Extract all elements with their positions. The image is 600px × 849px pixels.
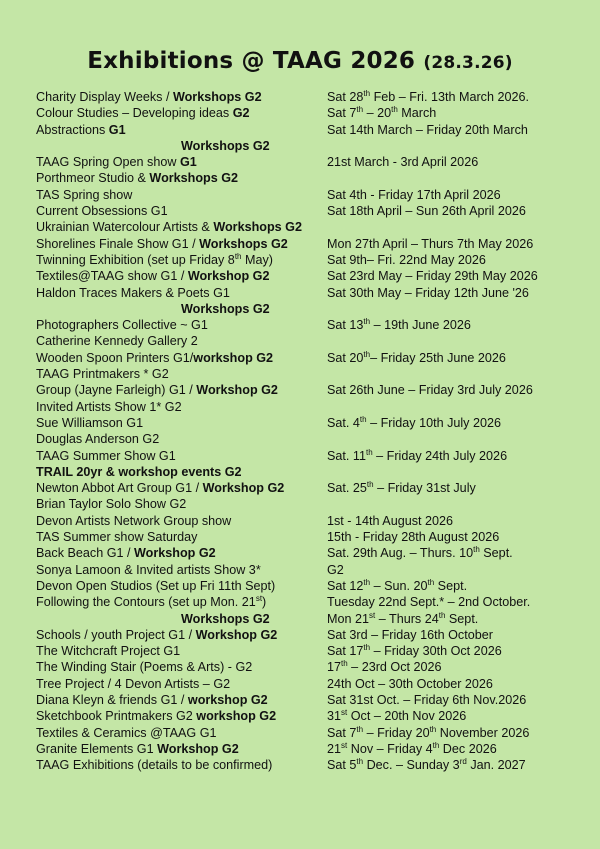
- right-text: th: [363, 316, 371, 326]
- right-text: Sat 26th June – Friday 3rd July 2026: [327, 383, 533, 398]
- right-text: Sept.: [434, 578, 468, 593]
- list-item: [36, 529, 596, 545]
- right-text: – 23rd Oct 2026: [347, 660, 442, 675]
- right-text: rd: [459, 756, 467, 766]
- list-item: [36, 317, 596, 333]
- exhibition-name: [36, 415, 143, 431]
- left-text: Wooden Spoon Printers G1/: [36, 350, 194, 365]
- exhibition-name: [36, 431, 159, 447]
- list-item: [36, 725, 596, 741]
- right-text: Sat 4th - Friday 17th April 2026: [327, 187, 501, 202]
- left-text: TAAG Spring Open show: [36, 155, 180, 170]
- right-text: Sat 14th March – Friday 20th March: [327, 122, 528, 137]
- exhibition-name: [36, 513, 231, 529]
- exhibition-name: [36, 741, 239, 757]
- left-text: Workshop G2: [196, 383, 278, 398]
- right-text: Sat 31st Oct. – Friday 6th Nov.2026: [327, 692, 527, 707]
- exhibition-dates: [327, 659, 442, 675]
- left-text: Workshops G2: [199, 236, 288, 251]
- exhibition-name: [36, 480, 284, 496]
- right-text: Sat 17: [327, 644, 364, 659]
- left-text: G2: [232, 106, 250, 121]
- right-text: 1st - 14th August 2026: [327, 513, 454, 528]
- list-item: [36, 643, 596, 659]
- right-text: Jan. 2027: [466, 758, 526, 773]
- right-text: th: [356, 105, 364, 115]
- exhibition-dates: [327, 513, 453, 529]
- list-item: [36, 350, 596, 366]
- right-text: th: [365, 447, 373, 457]
- left-text: Textiles@TAAG show G1 /: [36, 269, 188, 284]
- right-text: 21: [327, 741, 342, 756]
- exhibition-name: [36, 627, 277, 643]
- left-text: Devon Artists Network Group show: [36, 513, 232, 528]
- left-text: ): [262, 595, 267, 610]
- exhibition-dates: [327, 285, 529, 301]
- exhibition-dates: [327, 382, 533, 398]
- exhibition-dates: [327, 105, 436, 121]
- right-text: Oct – 20th Nov 2026: [347, 709, 467, 724]
- right-text: Sat. 25: [327, 481, 367, 496]
- exhibition-dates: [327, 529, 499, 545]
- exhibition-name: [36, 399, 182, 415]
- right-text: – Friday 20: [363, 725, 430, 740]
- title-main: Exhibitions @ TAAG 2026: [87, 48, 416, 74]
- list-item: [36, 203, 596, 219]
- exhibition-dates: [327, 448, 507, 464]
- exhibition-name: [36, 170, 238, 186]
- exhibition-name: [36, 252, 273, 268]
- exhibition-dates: [327, 725, 529, 741]
- exhibition-name: [36, 464, 242, 480]
- exhibition-name: [36, 562, 261, 578]
- exhibition-name: [36, 89, 262, 105]
- right-text: th: [363, 349, 371, 359]
- left-text: Devon Open Studios (Set up Fri 11th Sept): [36, 578, 276, 593]
- exhibition-dates: [327, 741, 497, 757]
- left-text: th: [234, 251, 242, 261]
- list-item: [36, 480, 596, 496]
- list-item: [36, 562, 596, 578]
- left-text: Workshop G2: [157, 741, 239, 756]
- left-text: Shorelines Finale Show G1 /: [36, 236, 200, 251]
- list-item: [36, 708, 596, 724]
- right-text: Sat 18th April – Sun 26th April 2026: [327, 204, 526, 219]
- right-text: th: [427, 577, 435, 587]
- right-text: st: [341, 708, 348, 718]
- right-text: th: [363, 88, 371, 98]
- right-text: th: [359, 414, 367, 424]
- list-item: [36, 268, 596, 284]
- list-item: [36, 496, 596, 512]
- exhibition-name: [36, 236, 288, 252]
- list-item: [36, 333, 596, 349]
- left-text: Workshop G2: [202, 481, 285, 496]
- exhibition-name: [36, 187, 132, 203]
- left-text: TAAG Printmakers * G2: [36, 367, 169, 382]
- left-text: Haldon Traces Makers & Poets G1: [36, 285, 230, 300]
- right-text: 31: [327, 709, 342, 724]
- exhibition-name: [36, 448, 176, 464]
- right-text: Mon 27th April – Thurs 7th May 2026: [327, 236, 534, 251]
- exhibition-name: [36, 676, 230, 692]
- list-item: [36, 594, 596, 610]
- exhibition-name: [36, 545, 216, 561]
- right-text: th: [429, 724, 437, 734]
- exhibition-name: [36, 285, 230, 301]
- left-text: Back Beach G1 /: [36, 546, 135, 561]
- exhibition-dates: [327, 692, 526, 708]
- right-text: Sat 7: [327, 725, 357, 740]
- left-text: Porthmeor Studio &: [36, 171, 150, 186]
- left-text: Textiles & Ceramics @TAAG G1: [36, 725, 217, 740]
- right-text: th: [356, 756, 364, 766]
- exhibition-list: [36, 89, 596, 773]
- exhibition-dates: [327, 643, 502, 659]
- right-text: – Friday 10th July 2026: [366, 415, 501, 430]
- right-text: Sat 3rd – Friday 16th October: [327, 627, 493, 642]
- exhibition-dates: [327, 611, 478, 627]
- exhibition-dates: [327, 627, 493, 643]
- exhibition-dates: [327, 578, 467, 594]
- right-text: 15th - Friday 28th August 2026: [327, 530, 500, 545]
- exhibition-dates: [327, 676, 493, 692]
- section-heading: Workshops G2: [181, 301, 270, 316]
- exhibition-name: [36, 643, 180, 659]
- exhibition-name: [36, 219, 302, 235]
- left-text: Workshops G2: [172, 90, 262, 104]
- exhibition-name: [36, 692, 268, 708]
- list-item: [36, 448, 596, 464]
- list-item: [36, 301, 596, 317]
- left-text: Granite Elements G1: [36, 741, 158, 756]
- left-text: workshop G2: [193, 350, 274, 365]
- exhibition-dates: [327, 236, 533, 252]
- left-text: May): [241, 252, 273, 267]
- left-text: Sketchbook Printmakers G2: [36, 709, 197, 724]
- right-text: Sat 20: [327, 350, 364, 365]
- left-text: workshop G2: [187, 692, 268, 707]
- left-text: st: [255, 594, 263, 604]
- right-text: Sat 28: [327, 90, 364, 104]
- left-text: Colour Studies – Developing ideas: [36, 106, 233, 121]
- right-text: Feb – Fri. 13th March 2026.: [370, 90, 529, 104]
- exhibition-name: [36, 529, 197, 545]
- exhibition-name: [36, 708, 276, 724]
- list-item: [36, 219, 596, 235]
- right-text: Sat 9th– Fri. 22nd May 2026: [327, 252, 486, 267]
- list-item: [36, 611, 596, 627]
- left-text: Diana Kleyn & friends G1 /: [36, 692, 188, 707]
- right-text: March: [397, 106, 437, 121]
- list-item: [36, 366, 596, 382]
- list-item: [36, 187, 596, 203]
- right-text: Sat 30th May – Friday 12th June '26: [327, 285, 529, 300]
- exhibition-name: [36, 578, 275, 594]
- right-text: th: [473, 545, 480, 555]
- left-text: TAAG Exhibitions (details to be confirmed): [36, 758, 273, 773]
- exhibition-dates: [327, 317, 471, 333]
- list-item: [36, 464, 596, 480]
- left-text: Workshop G2: [134, 546, 216, 561]
- right-text: Sept.: [479, 546, 513, 561]
- right-text: Sat 13: [327, 318, 364, 333]
- left-text: TRAIL 20yr & workshop events G2: [36, 464, 242, 479]
- list-item: [36, 170, 596, 186]
- left-text: The Winding Stair (Poems & Arts) - G2: [36, 660, 253, 675]
- exhibition-dates: [327, 187, 501, 203]
- right-text: – Thurs 24: [375, 611, 439, 626]
- list-item: [36, 382, 596, 398]
- list-item: [36, 122, 596, 138]
- right-text: st: [369, 610, 376, 620]
- exhibition-name: [36, 350, 273, 366]
- list-item: [36, 138, 596, 154]
- right-text: Tuesday 22nd Sept.* – 2nd October.: [327, 595, 531, 610]
- right-text: Sat 12: [327, 578, 364, 593]
- right-text: 17: [327, 660, 342, 675]
- exhibition-dates: [327, 268, 538, 284]
- exhibition-name: [36, 333, 198, 349]
- right-text: – Friday 24th July 2026: [372, 448, 508, 463]
- left-text: Workshops G2: [149, 171, 239, 186]
- list-item: [36, 415, 596, 431]
- right-text: st: [341, 740, 348, 750]
- exhibition-dates: [327, 708, 466, 724]
- list-item: [36, 659, 596, 675]
- exhibition-name: [36, 122, 126, 138]
- exhibition-dates: [327, 545, 513, 561]
- exhibition-dates: [327, 154, 478, 170]
- right-text: th: [432, 740, 440, 750]
- right-text: th: [356, 724, 364, 734]
- left-text: Invited Artists Show 1* G2: [36, 399, 182, 414]
- list-item: [36, 578, 596, 594]
- left-text: TAS Spring show: [36, 187, 133, 202]
- title-date: (28.3.26): [423, 53, 513, 73]
- list-item: [36, 741, 596, 757]
- list-item: [36, 676, 596, 692]
- exhibition-dates: [327, 562, 344, 578]
- list-item: [36, 545, 596, 561]
- list-item: [36, 154, 596, 170]
- section-heading: Workshops G2: [181, 611, 270, 626]
- right-text: Sat. 4: [327, 415, 360, 430]
- left-text: Charity Display Weeks /: [36, 90, 173, 104]
- exhibition-dates: [327, 122, 528, 138]
- right-text: Dec. – Sunday 3: [363, 758, 460, 773]
- right-text: th: [363, 642, 371, 652]
- exhibition-dates: [327, 252, 486, 268]
- left-text: G1: [179, 155, 197, 170]
- right-text: Sat 23rd May – Friday 29th May 2026: [327, 269, 538, 284]
- exhibition-name: [36, 268, 269, 284]
- left-text: Current Obsessions G1: [36, 204, 168, 219]
- exhibition-name: [36, 382, 278, 398]
- list-item: [36, 757, 596, 773]
- left-text: Twinning Exhibition (set up Friday 8: [36, 252, 235, 267]
- right-text: Sept.: [445, 611, 479, 626]
- exhibition-name: [36, 757, 272, 773]
- list-item: [36, 431, 596, 447]
- list-item: [36, 399, 596, 415]
- left-text: Schools / youth Project G1 /: [36, 627, 196, 642]
- list-item: [36, 692, 596, 708]
- left-text: Newton Abbot Art Group G1 /: [36, 481, 203, 496]
- left-text: Workshop G2: [195, 627, 278, 642]
- left-text: Tree Project / 4 Devon Artists – G2: [36, 676, 231, 691]
- section-heading: Workshops G2: [181, 138, 270, 153]
- exhibition-dates: [327, 594, 530, 610]
- page-title: [0, 48, 600, 74]
- list-item: [36, 89, 596, 105]
- list-item: [36, 285, 596, 301]
- exhibition-name: [36, 725, 217, 741]
- left-text: Catherine Kennedy Gallery 2: [36, 334, 198, 349]
- list-item: [36, 513, 596, 529]
- exhibition-name: [36, 105, 250, 121]
- right-text: Sat 5: [327, 758, 357, 773]
- right-text: th: [341, 659, 348, 669]
- right-text: – Friday 25th June 2026: [370, 350, 506, 365]
- right-text: November 2026: [436, 725, 530, 740]
- left-text: TAS Summer show Saturday: [36, 530, 198, 545]
- right-text: Mon 21: [327, 611, 370, 626]
- right-text: Nov – Friday 4: [347, 741, 433, 756]
- exhibition-dates: [327, 350, 506, 366]
- right-text: Sat. 29th Aug. – Thurs. 10: [327, 546, 474, 561]
- left-text: Ukrainian Watercolour Artists &: [36, 220, 214, 235]
- list-item: [36, 252, 596, 268]
- exhibition-name: [36, 594, 266, 610]
- exhibition-dates: [327, 480, 476, 496]
- exhibition-dates: [327, 203, 526, 219]
- exhibition-name: [36, 366, 169, 382]
- right-text: th: [366, 479, 374, 489]
- left-text: Sonya Lamoon & Invited artists Show 3*: [36, 562, 261, 577]
- right-text: th: [363, 577, 371, 587]
- left-text: Abstractions: [36, 122, 109, 137]
- left-text: Sue Williamson G1: [36, 415, 144, 430]
- right-text: 24th Oct – 30th October 2026: [327, 676, 493, 691]
- left-text: Brian Taylor Solo Show G2: [36, 497, 187, 512]
- right-text: Sat 7: [327, 106, 357, 121]
- exhibition-dates: [327, 415, 501, 431]
- left-text: workshop G2: [196, 709, 277, 724]
- right-text: – 20: [363, 106, 392, 121]
- left-text: Following the Contours (set up Mon. 21: [36, 595, 256, 610]
- list-item: [36, 105, 596, 121]
- left-text: Photographers Collective ~ G1: [36, 318, 208, 333]
- right-text: – Friday 31st July: [373, 481, 476, 496]
- exhibition-name: [36, 659, 252, 675]
- exhibition-dates: [327, 89, 529, 105]
- list-item: [36, 627, 596, 643]
- right-text: Dec 2026: [439, 741, 497, 756]
- left-text: The Witchcraft Project G1: [36, 644, 181, 659]
- right-text: 21st March - 3rd April 2026: [327, 155, 479, 170]
- right-text: – Sun. 20: [370, 578, 428, 593]
- left-text: Workshops G2: [213, 220, 302, 235]
- left-text: G1: [108, 122, 126, 137]
- right-text: – 19th June 2026: [370, 318, 471, 333]
- right-text: G2: [327, 562, 344, 577]
- right-text: th: [391, 105, 398, 115]
- exhibition-name: [36, 496, 186, 512]
- left-text: Group (Jayne Farleigh) G1 /: [36, 383, 197, 398]
- exhibition-name: [36, 317, 208, 333]
- right-text: – Friday 30th Oct 2026: [370, 644, 502, 659]
- exhibition-name: [36, 154, 197, 170]
- left-text: Douglas Anderson G2: [36, 432, 160, 447]
- left-text: TAAG Summer Show G1: [36, 448, 176, 463]
- exhibition-name: [36, 203, 168, 219]
- exhibition-dates: [327, 757, 526, 773]
- right-text: th: [438, 610, 446, 620]
- right-text: Sat. 11: [327, 448, 366, 463]
- list-item: [36, 236, 596, 252]
- left-text: Workshop G2: [187, 269, 270, 284]
